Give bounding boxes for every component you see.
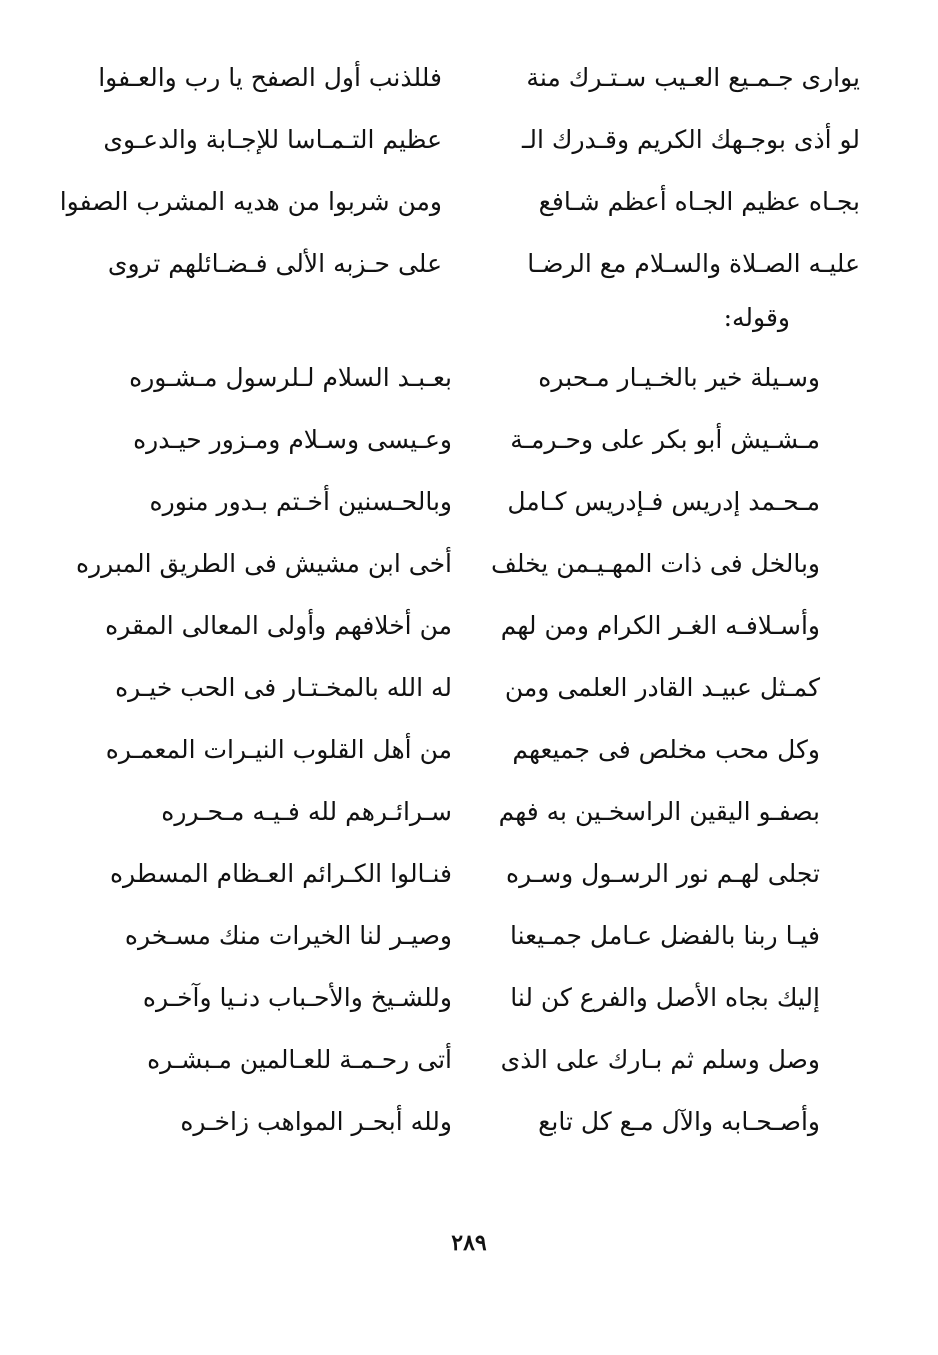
verse-second-half: له الله بالمخـتـار فى الحب خيـره [115, 673, 452, 702]
verse [80, 604, 860, 666]
verse-second-half: فللذنب أول الصفح يا رب والعـفوا [98, 63, 442, 92]
verse-second-half: بعـبـد السلام لـلرسول مـشـوره [129, 363, 452, 392]
verse-first-half: وبالخل فى ذات المهـيـمن يخلف [491, 549, 820, 578]
verse-first-half: لو أذى بوجـهك الكريم وقـدرك الـ [522, 125, 860, 154]
verse-first-half: وسـيلة خير بالخـيـار مـحبره [538, 363, 820, 392]
verse-second-half: أتى رحـمـة للعـالمين مـبشـره [147, 1045, 452, 1074]
verse-second-half: عظيم التـمـاسا للإجـابة والدعـوى [103, 125, 442, 154]
verse [80, 666, 860, 728]
verse [75, 542, 860, 604]
page-number: ٢٨٩ [451, 1230, 487, 1256]
verse-first-half: وكل محب مخلص فى جميعهم [512, 735, 820, 764]
poem-intro-label: وقوله: [723, 303, 790, 332]
verse-second-half: فنـالوا الكـرائم العـظام المسطره [109, 859, 452, 888]
verse-second-half: ولله أبحـر المواهب زاخـره [180, 1107, 452, 1136]
verse [80, 728, 860, 790]
verse-first-half: وأسـلافـه الغـر الكرام ومن لهم [500, 611, 820, 640]
verse [80, 1038, 860, 1100]
verse-second-half: من أهل القلوب النيـرات المعمـره [105, 735, 452, 764]
poem-stanza-one [59, 56, 860, 304]
verse-first-half: مـشـيش أبو بكر على وحـرمـة [510, 425, 820, 454]
verse [80, 418, 860, 480]
verse [80, 480, 860, 542]
verse-first-half: مـحـمد إدريس فـإدريس كـامل [507, 487, 820, 516]
verse [80, 118, 860, 180]
verse [80, 56, 860, 118]
verse-second-half: وعـيسى وسـلام ومـزور حيـدره [133, 425, 452, 454]
verse [59, 180, 860, 242]
verse-first-half: وصل وسلم ثم بـارك على الذى [500, 1045, 820, 1074]
verse-second-half: وللشـيخ والأحـباب دنـيا وآخـره [142, 983, 452, 1012]
verse-first-half: يوارى جـمـيع العـيب سـتـرك منة [526, 63, 860, 92]
verse [80, 356, 860, 418]
verse [80, 914, 860, 976]
verse-second-half: على حـزبه الألى فـضـائلهم تروى [107, 249, 442, 278]
verse-second-half: وبالحـسنين أخـتم بـدور منوره [149, 487, 452, 516]
verse-first-half: فيـا ربنا بالفضل عـامل جمـيعنا [509, 921, 820, 950]
verse [80, 1100, 860, 1162]
verse-first-half: كمـثل عبيـد القادر العلمى ومن [504, 673, 820, 702]
verse-second-half: ومن شربوا من هديه المشرب الصفوا [59, 187, 442, 216]
verse [80, 976, 860, 1038]
verse-second-half: وصيـر لنا الخيرات منك مسـخره [124, 921, 452, 950]
verse-first-half: تجلى لهـم نور الرسـول وسـره [506, 859, 820, 888]
verse-second-half: من أخلافهم وأولى المعالى المقره [105, 611, 452, 640]
verse-first-half: بجـاه عظيم الجـاه أعظم شـافع [538, 187, 860, 216]
verse-first-half: وأصـحـابه والآل مـع كل تابع [538, 1107, 820, 1136]
verse-first-half: عليـه الصـلاة والسـلام مع الرضـا [527, 249, 860, 278]
poem-stanza-two [75, 356, 860, 1162]
verse [80, 790, 860, 852]
verse-second-half: سـرائـرهم لله فـيـه مـحـرره [161, 797, 452, 826]
verse-second-half: أخى ابن مشيش فى الطريق المبرره [75, 549, 452, 578]
verse-first-half: إليك بجاه الأصل والفرع كن لنا [510, 983, 820, 1012]
verse-first-half: بصفـو اليقين الراسخـين به فهم [498, 797, 820, 826]
verse [80, 242, 860, 304]
verse [80, 852, 860, 914]
